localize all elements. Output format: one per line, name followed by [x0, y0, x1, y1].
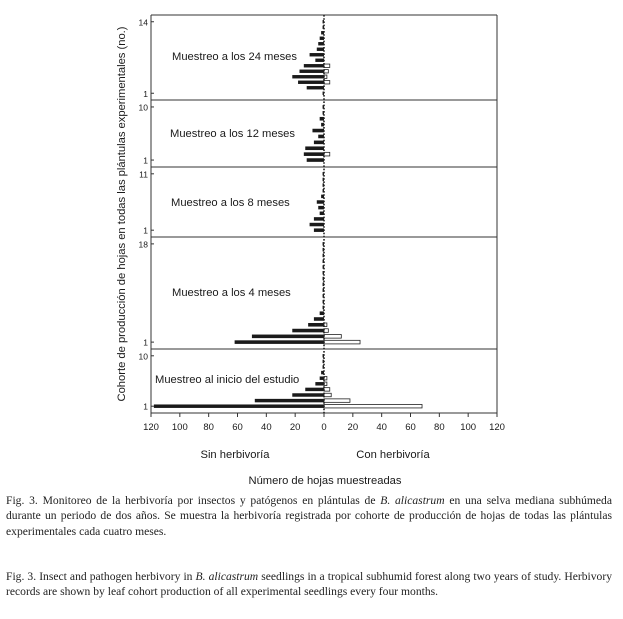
- bar-sin-herbivoria: [312, 129, 324, 133]
- bar-sin-herbivoria: [314, 141, 324, 145]
- bar-sin-herbivoria: [317, 48, 324, 51]
- bar-sin-herbivoria: [292, 393, 324, 396]
- bar-sin-herbivoria: [298, 81, 324, 84]
- bar-sin-herbivoria: [310, 53, 324, 56]
- cohort-tick-label: 1: [143, 225, 148, 236]
- bar-sin-herbivoria: [305, 388, 324, 391]
- bar-sin-herbivoria: [299, 70, 324, 73]
- x-tick-label: 120: [489, 422, 505, 433]
- caption-en-suffix: seedlings in a tropical subhumid forest along two years of study. Herbivory records are shown by leaf cohort production of all experimental seedlings every four months.: [6, 570, 613, 599]
- x-tick-label: 0: [321, 422, 327, 433]
- bar-sin-herbivoria: [154, 404, 324, 407]
- bar-con-herbivoria: [324, 393, 331, 396]
- caption-es-species: B. alicastrum: [380, 494, 445, 507]
- x-tick-label: 40: [261, 422, 272, 433]
- bar-sin-herbivoria: [315, 382, 324, 385]
- bar-con-herbivoria: [324, 81, 330, 84]
- caption-en-species: B. alicastrum: [195, 570, 259, 583]
- cohort-tick-label: 11: [139, 169, 148, 180]
- bar-sin-herbivoria: [314, 317, 324, 321]
- bar-sin-herbivoria: [318, 42, 324, 45]
- bar-con-herbivoria: [324, 404, 422, 407]
- bar-sin-herbivoria: [318, 135, 324, 139]
- bar-con-herbivoria: [324, 399, 350, 402]
- bar-sin-herbivoria: [314, 217, 324, 220]
- panel-label: Muestreo a los 8 meses: [171, 197, 290, 209]
- bar-sin-herbivoria: [310, 223, 324, 226]
- x-tick-label: 100: [460, 422, 477, 433]
- bar-sin-herbivoria: [235, 340, 324, 344]
- right-side-label: Con herbivoría: [356, 449, 430, 461]
- y-axis-title: Cohorte de producción de hojas en todas las plántulas experimentales (no.): [116, 26, 128, 402]
- bar-sin-herbivoria: [252, 335, 324, 339]
- x-axis-title: Número de hojas muestreadas: [248, 475, 402, 487]
- bar-sin-herbivoria: [304, 64, 324, 67]
- panel-label: Muestreo a los 12 meses: [170, 128, 295, 140]
- x-tick-label: 120: [143, 422, 159, 433]
- cohort-tick-label: 10: [138, 102, 148, 113]
- caption-en-prefix: Fig. 3. Insect and pathogen herbivory in: [6, 570, 196, 583]
- bar-sin-herbivoria: [307, 158, 324, 162]
- panel-label: Muestreo al inicio del estudio: [155, 374, 300, 386]
- x-tick-label: 100: [171, 422, 188, 433]
- bar-sin-herbivoria: [292, 75, 324, 78]
- bar-sin-herbivoria: [308, 323, 324, 327]
- bar-sin-herbivoria: [292, 329, 324, 333]
- panel-label: Muestreo a los 24 meses: [172, 51, 297, 63]
- panel-label: Muestreo a los 4 meses: [172, 287, 291, 299]
- bar-sin-herbivoria: [315, 59, 324, 62]
- figure-caption-spanish: [6, 493, 612, 539]
- cohort-tick-label: 10: [138, 351, 148, 362]
- cohort-tick-label: 1: [143, 155, 148, 166]
- bar-sin-herbivoria: [304, 152, 324, 156]
- x-tick-label: 40: [376, 422, 387, 433]
- bar-con-herbivoria: [324, 340, 360, 344]
- cohort-tick-label: 1: [143, 401, 148, 412]
- cohort-tick-label: 1: [143, 337, 148, 348]
- x-tick-label: 60: [405, 422, 416, 433]
- caption-es-suffix: en una selva mediana subhúmeda durante un periodo de dos años. Se muestra la herbivoría registrada por cohorte de producción de hojas de todas las plántulas experimentales cada cuatro meses.: [6, 494, 612, 538]
- bar-sin-herbivoria: [317, 200, 324, 203]
- x-tick-label: 60: [232, 422, 243, 433]
- cohort-tick-label: 1: [143, 88, 148, 99]
- bar-con-herbivoria: [324, 152, 330, 156]
- bar-con-herbivoria: [324, 388, 330, 391]
- bar-con-herbivoria: [324, 64, 330, 67]
- cohort-tick-label: 18: [138, 239, 148, 250]
- bar-sin-herbivoria: [314, 228, 324, 231]
- bar-con-herbivoria: [324, 335, 341, 339]
- bar-sin-herbivoria: [318, 206, 324, 209]
- cohort-tick-label: 14: [138, 17, 148, 28]
- bar-sin-herbivoria: [307, 86, 324, 89]
- left-side-label: Sin herbivoría: [200, 449, 270, 461]
- x-tick-label: 20: [289, 422, 301, 433]
- x-tick-label: 20: [347, 422, 359, 433]
- caption-es-prefix: Fig. 3. Monitoreo de la herbivoría por insectos y patógenos en plántulas de: [6, 494, 381, 507]
- figure-caption-english: [6, 569, 612, 600]
- x-tick-label: 80: [203, 422, 214, 433]
- bar-sin-herbivoria: [305, 146, 324, 150]
- x-tick-label: 80: [434, 422, 445, 433]
- bar-sin-herbivoria: [255, 399, 324, 402]
